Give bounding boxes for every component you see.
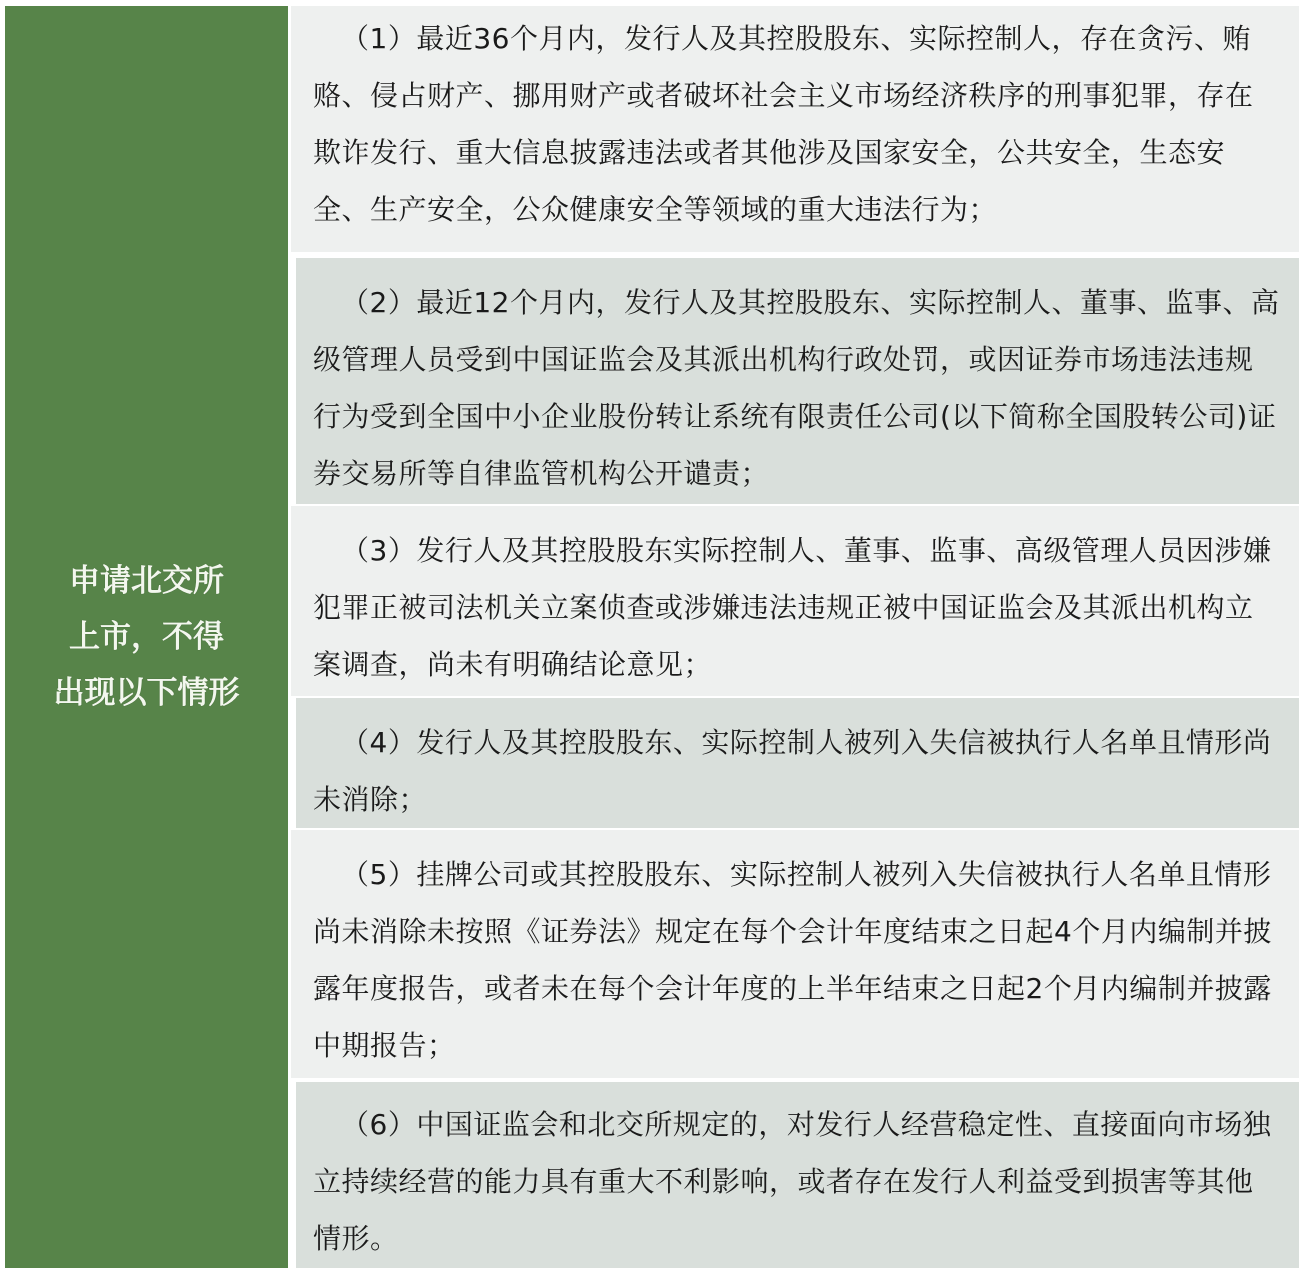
condition-text-6: （6）中国证监会和北交所规定的，对发行人经营稳定性、直接面向市场独立持续经营的能力具有重大不利影响，或者存在发行人利益受到损害等其他情形。 bbox=[313, 1108, 1272, 1255]
condition-row-6 bbox=[296, 1082, 1299, 1268]
category-label-line-3: 出现以下情形 bbox=[53, 675, 240, 711]
listing-restrictions-table bbox=[5, 6, 1301, 1268]
condition-text-5: （5）挂牌公司或其控股股东、实际控制人被列入失信被执行人名单且情形尚未消除未按照《证券法》规定在每个会计年度结束之日起4个月内编制并披露年度报告，或者未在每个会计年度的上半年结束之日起2个月内编制并披露中期报告； bbox=[313, 858, 1272, 1062]
condition-text-2: （2）最近12个月内，发行人及其控股股东、实际控制人、董事、监事、高级管理人员受到中国证监会及其派出机构行政处罚，或因证券市场违法违规行为受到全国中小企业股份转让系统有限责任公司(以下简称全国股转公司)证券交易所等自律监管机构公开谴责； bbox=[313, 286, 1280, 490]
category-label-cell bbox=[5, 6, 288, 1268]
category-label-line-1: 申请北交所 bbox=[69, 563, 224, 599]
condition-text-3: （3）发行人及其控股股东实际控制人、董事、监事、高级管理人员因涉嫌犯罪正被司法机关立案侦查或涉嫌违法违规正被中国证监会及其派出机构立案调查，尚未有明确结论意见； bbox=[313, 534, 1272, 681]
condition-text-1: （1）最近36个月内，发行人及其控股股东、实际控制人，存在贪污、贿赂、侵占财产、挪用财产或者破坏社会主义市场经济秩序的刑事犯罪，存在欺诈发行、重大信息披露违法或者其他涉及国家安全，公共安全，生态安全、生产安全，公众健康安全等领域的重大违法行为； bbox=[313, 22, 1254, 226]
category-label-line-2: 上市，不得 bbox=[69, 619, 224, 655]
condition-text-4: （4）发行人及其控股股东、实际控制人被列入失信被执行人名单且情形尚未消除； bbox=[313, 726, 1272, 816]
condition-row-4 bbox=[296, 698, 1299, 828]
conditions-list bbox=[291, 6, 1301, 1268]
condition-row-1 bbox=[291, 6, 1299, 252]
condition-row-5 bbox=[291, 830, 1299, 1078]
condition-row-2 bbox=[296, 258, 1299, 504]
condition-row-3 bbox=[291, 506, 1299, 696]
category-label bbox=[54, 553, 240, 721]
